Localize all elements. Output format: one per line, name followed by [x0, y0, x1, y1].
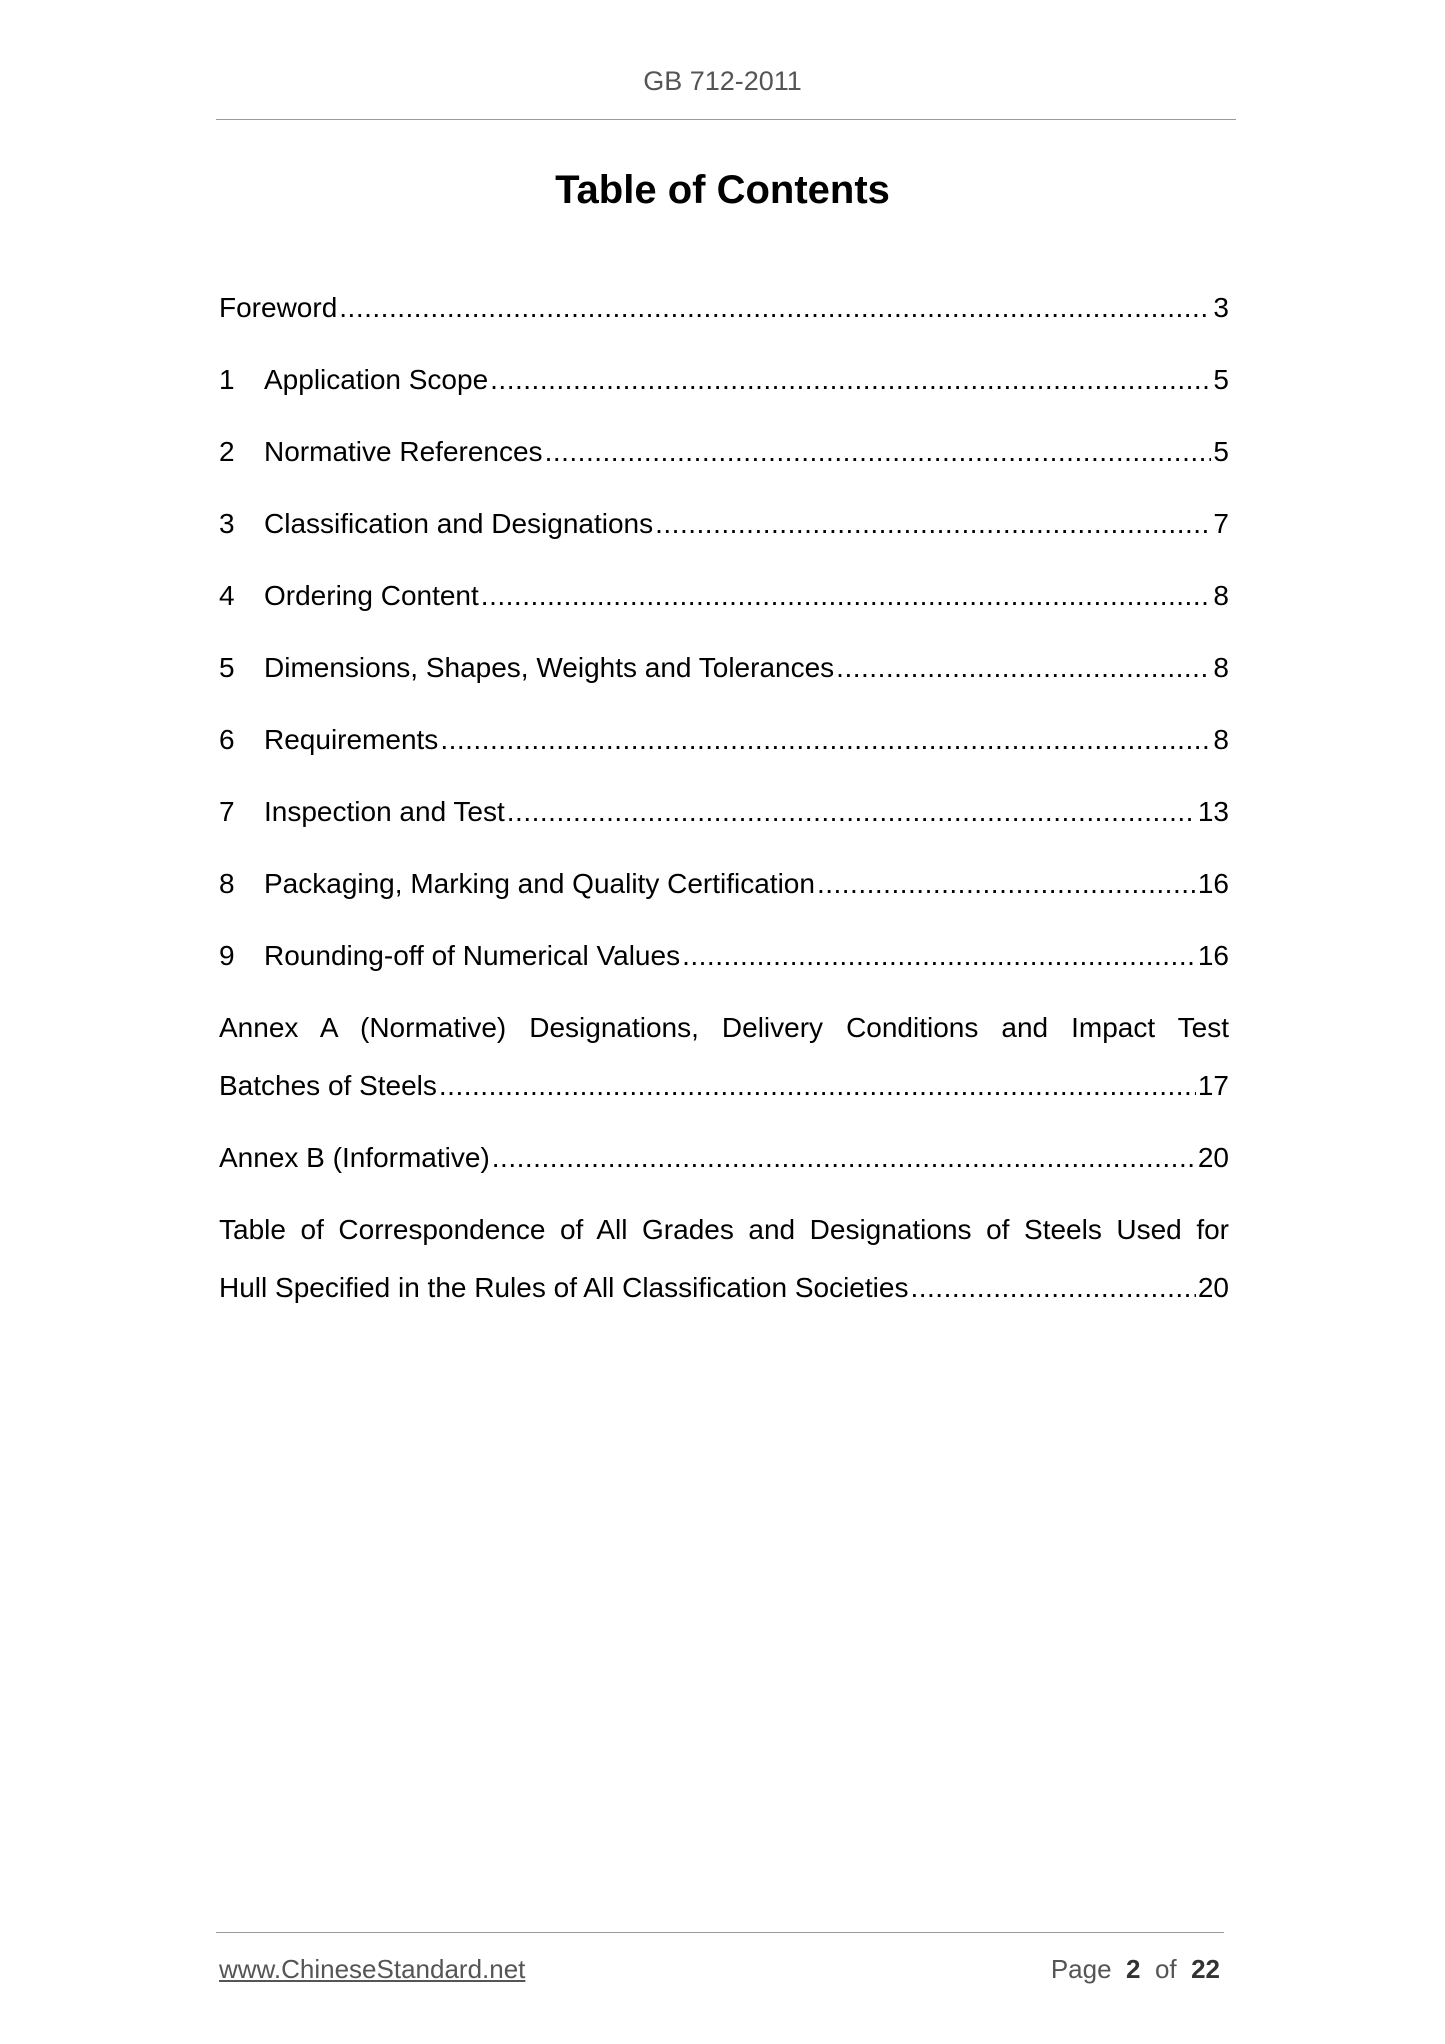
- toc-leader: [339, 292, 1211, 324]
- toc-entry-page: 8: [1213, 724, 1229, 755]
- toc-entry-title: Packaging, Marking and Quality Certification: [264, 868, 815, 899]
- toc-entry-5[interactable]: [219, 652, 1229, 692]
- toc-entry-annex-a[interactable]: [219, 1070, 1229, 1110]
- toc-entry-page: 17: [1197, 1070, 1229, 1101]
- toc-entry-page: 20: [1197, 1142, 1229, 1173]
- toc-entry-number: 4: [219, 580, 235, 611]
- toc-leader: [490, 364, 1211, 396]
- toc-entry-number: 6: [219, 724, 235, 755]
- toc-entry-title: Requirements: [264, 724, 439, 755]
- toc-entry-page: 13: [1197, 796, 1229, 827]
- toc-entry-foreword[interactable]: [219, 292, 1229, 332]
- of-label: of: [1154, 1954, 1177, 1984]
- current-page-number: 2: [1126, 1954, 1141, 1984]
- toc-entry-title: Annex B (Informative): [219, 1142, 490, 1173]
- toc-leader: [439, 1070, 1196, 1102]
- toc-entry-annex-b[interactable]: [219, 1142, 1229, 1182]
- toc-leader: [492, 1142, 1196, 1174]
- toc-entry-page: 16: [1197, 868, 1229, 899]
- toc-entry-title: Application Scope: [264, 364, 489, 395]
- toc-entry-number: 7: [219, 796, 235, 827]
- toc-entry-title: Hull Specified in the Rules of All Classification Societies: [219, 1272, 909, 1303]
- page-title: Table of Contents: [555, 168, 890, 212]
- toc-entry-3[interactable]: [219, 508, 1229, 548]
- toc-entry-title: Batches of Steels: [219, 1070, 437, 1101]
- toc-entry-page: 5: [1213, 436, 1229, 467]
- toc-entry-title: Rounding-off of Numerical Values: [264, 940, 681, 971]
- toc-leader: [836, 652, 1211, 684]
- toc-entry-page: 5: [1213, 364, 1229, 395]
- toc-entry-number: 9: [219, 940, 235, 971]
- website-link[interactable]: www.ChineseStandard.net: [219, 1954, 526, 1984]
- toc-entry-page: 8: [1213, 652, 1229, 683]
- toc-entry-number: 8: [219, 868, 235, 899]
- toc-entry-page: 16: [1197, 940, 1229, 971]
- toc-leader: [440, 724, 1211, 756]
- toc-entry-correspondence[interactable]: [219, 1272, 1229, 1312]
- toc-entry-number: 5: [219, 652, 235, 683]
- toc-entry-page: 20: [1197, 1272, 1229, 1303]
- toc-leader: [507, 796, 1196, 828]
- footer-divider: [216, 1932, 1224, 1933]
- toc-entry-title: Classification and Designations: [264, 508, 654, 539]
- toc-entry-number: 1: [219, 364, 235, 395]
- toc-entry-title: Ordering Content: [264, 580, 479, 611]
- toc-entry-title: Foreword: [219, 292, 338, 323]
- total-page-count: 22: [1191, 1954, 1220, 1984]
- toc-entry-title: Inspection and Test: [264, 796, 505, 827]
- toc-entry-6[interactable]: [219, 724, 1229, 764]
- header-divider: [216, 119, 1236, 120]
- toc-leader: [910, 1272, 1195, 1304]
- toc-entry-title: Dimensions, Shapes, Weights and Tolerances: [264, 652, 835, 683]
- toc-entry-correspondence-line1[interactable]: Table of Correspondence of All Grades and Designations of Steels Used for: [219, 1214, 1229, 1245]
- toc-entry-4[interactable]: [219, 580, 1229, 620]
- toc-entry-2[interactable]: [219, 436, 1229, 476]
- toc-entry-title: Normative References: [264, 436, 543, 467]
- toc-leader: [682, 940, 1196, 972]
- toc-entry-1[interactable]: [219, 364, 1229, 404]
- toc-entry-9[interactable]: [219, 940, 1229, 980]
- toc-leader: [817, 868, 1196, 900]
- header-doc-code: GB 712-2011: [643, 66, 802, 96]
- toc-entry-number: 3: [219, 508, 235, 539]
- toc-entry-annex-a-line1[interactable]: Annex A (Normative) Designations, Delivery Conditions and Impact Test: [219, 1012, 1229, 1043]
- toc-entry-page: 7: [1213, 508, 1229, 539]
- toc-leader: [545, 436, 1212, 468]
- page-label: Page: [1050, 1954, 1112, 1984]
- toc-leader: [481, 580, 1212, 612]
- toc-entry-number: 2: [219, 436, 235, 467]
- toc-entry-8[interactable]: [219, 868, 1229, 908]
- toc-entry-7[interactable]: [219, 796, 1229, 836]
- page-indicator: [1051, 1954, 1220, 1985]
- toc-entry-page: 3: [1213, 292, 1229, 323]
- toc-entry-page: 8: [1213, 580, 1229, 611]
- toc-leader: [655, 508, 1211, 540]
